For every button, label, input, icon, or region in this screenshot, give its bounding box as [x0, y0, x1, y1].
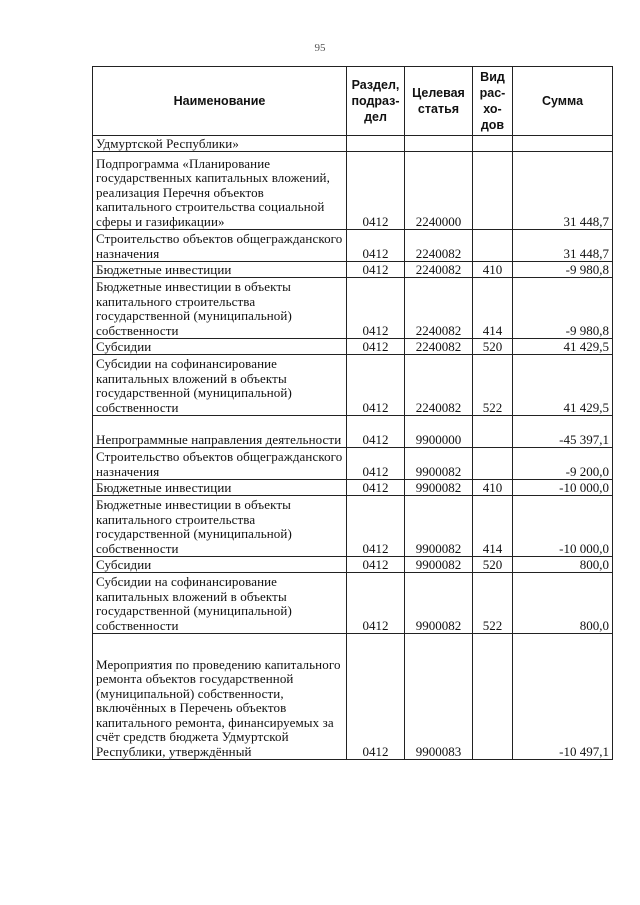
cell-statya: 2240082	[405, 355, 473, 416]
cell-summa: 41 429,5	[513, 355, 613, 416]
cell-razdel: 0412	[347, 416, 405, 448]
cell-razdel: 0412	[347, 480, 405, 496]
cell-name: Бюджетные инвестиции в объекты капитального строительства государственной (муниципальной) собственности	[93, 278, 347, 339]
cell-name: Подпрограмма «Планирование государственных капитальных вложений, реализация Перечня объектов капитального строительства социальной сферы и газификации»	[93, 152, 347, 230]
cell-summa: 31 448,7	[513, 152, 613, 230]
cell-vid	[473, 230, 513, 262]
header-razdel: Раздел, подраз-дел	[347, 67, 405, 136]
cell-statya: 2240082	[405, 339, 473, 355]
cell-vid	[473, 634, 513, 760]
cell-statya: 2240082	[405, 230, 473, 262]
header-name: Наименование	[93, 67, 347, 136]
table-row	[93, 278, 613, 339]
cell-summa: 31 448,7	[513, 230, 613, 262]
cell-vid: 520	[473, 339, 513, 355]
cell-statya: 9900082	[405, 448, 473, 480]
cell-statya	[405, 136, 473, 152]
cell-vid: 522	[473, 355, 513, 416]
budget-table	[92, 66, 613, 760]
cell-razdel: 0412	[347, 355, 405, 416]
table-row	[93, 152, 613, 230]
cell-statya: 9900082	[405, 573, 473, 634]
table-row	[93, 339, 613, 355]
cell-vid: 414	[473, 278, 513, 339]
cell-razdel: 0412	[347, 339, 405, 355]
cell-statya: 9900082	[405, 480, 473, 496]
cell-summa: 800,0	[513, 557, 613, 573]
cell-vid	[473, 152, 513, 230]
cell-name: Субсидии на софинансирование капитальных вложений в объекты государственной (муниципальной) собственности	[93, 573, 347, 634]
cell-vid: 414	[473, 496, 513, 557]
cell-statya: 9900083	[405, 634, 473, 760]
table-row	[93, 496, 613, 557]
header-statya: Целевая статья	[405, 67, 473, 136]
cell-statya: 9900000	[405, 416, 473, 448]
table-row	[93, 230, 613, 262]
table-row	[93, 262, 613, 278]
table-row	[93, 448, 613, 480]
table-row	[93, 557, 613, 573]
cell-razdel	[347, 136, 405, 152]
cell-razdel: 0412	[347, 262, 405, 278]
cell-vid	[473, 448, 513, 480]
cell-summa: -9 980,8	[513, 262, 613, 278]
cell-statya: 2240082	[405, 278, 473, 339]
cell-name: Бюджетные инвестиции	[93, 262, 347, 278]
header-vid: Вид рас-хо-дов	[473, 67, 513, 136]
cell-name: Строительство объектов общегражданского назначения	[93, 230, 347, 262]
cell-name: Удмуртской Республики»	[93, 136, 347, 152]
table-row	[93, 136, 613, 152]
cell-name: Субсидии	[93, 339, 347, 355]
cell-summa: -45 397,1	[513, 416, 613, 448]
cell-razdel: 0412	[347, 278, 405, 339]
cell-razdel: 0412	[347, 152, 405, 230]
cell-vid	[473, 136, 513, 152]
cell-name: Мероприятия по проведению капитального ремонта объектов государственной (муниципальной) собственности, включённых в Перечень объектов капитального ремонта, финансируемых за счёт средств бюджета Удмуртской Республики, утверждённый	[93, 634, 347, 760]
cell-name: Бюджетные инвестиции	[93, 480, 347, 496]
table-row	[93, 416, 613, 448]
cell-name: Бюджетные инвестиции в объекты капитального строительства государственной (муниципальной) собственности	[93, 496, 347, 557]
table-row	[93, 634, 613, 760]
cell-vid	[473, 416, 513, 448]
cell-summa	[513, 136, 613, 152]
cell-razdel: 0412	[347, 230, 405, 262]
cell-razdel: 0412	[347, 496, 405, 557]
cell-vid: 522	[473, 573, 513, 634]
cell-vid: 410	[473, 480, 513, 496]
cell-vid: 520	[473, 557, 513, 573]
cell-summa: 41 429,5	[513, 339, 613, 355]
cell-summa: 800,0	[513, 573, 613, 634]
cell-statya: 9900082	[405, 496, 473, 557]
table-header-row	[93, 67, 613, 136]
table-row	[93, 573, 613, 634]
cell-razdel: 0412	[347, 573, 405, 634]
cell-summa: -10 497,1	[513, 634, 613, 760]
cell-summa: -9 200,0	[513, 448, 613, 480]
cell-summa: -10 000,0	[513, 480, 613, 496]
cell-name: Субсидии на софинансирование капитальных вложений в объекты государственной (муниципальной) собственности	[93, 355, 347, 416]
cell-summa: -10 000,0	[513, 496, 613, 557]
cell-name: Непрограммные направления деятельности	[93, 416, 347, 448]
cell-statya: 9900082	[405, 557, 473, 573]
cell-vid: 410	[473, 262, 513, 278]
page-number: 95	[314, 42, 326, 54]
cell-razdel: 0412	[347, 557, 405, 573]
table-row	[93, 355, 613, 416]
header-summa: Сумма	[513, 67, 613, 136]
cell-name: Строительство объектов общегражданского назначения	[93, 448, 347, 480]
cell-razdel: 0412	[347, 448, 405, 480]
table-row	[93, 480, 613, 496]
cell-statya: 2240000	[405, 152, 473, 230]
cell-statya: 2240082	[405, 262, 473, 278]
cell-name: Субсидии	[93, 557, 347, 573]
cell-summa: -9 980,8	[513, 278, 613, 339]
cell-razdel: 0412	[347, 634, 405, 760]
